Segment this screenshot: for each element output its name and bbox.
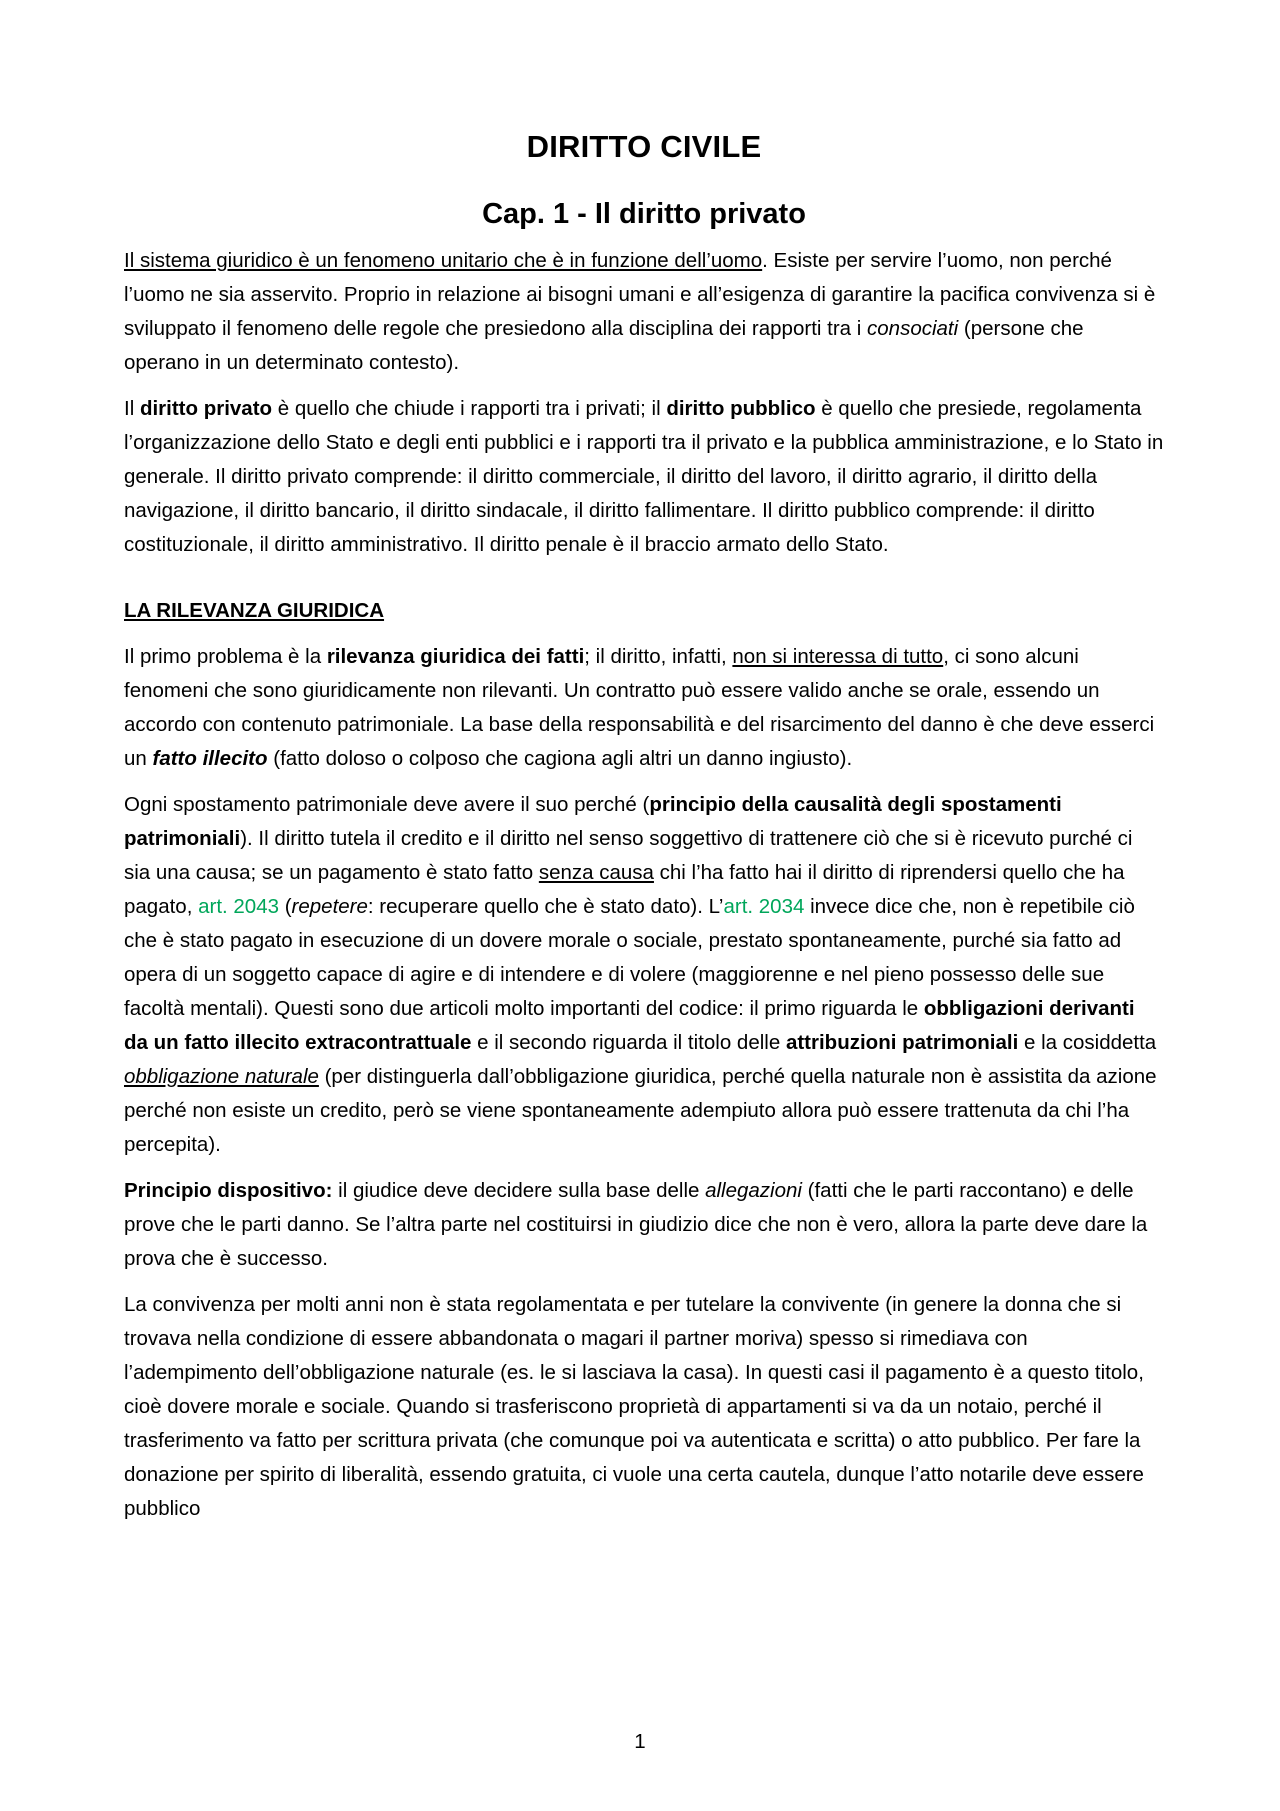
document-title: DIRITTO CIVILE (526, 129, 762, 164)
italic-term: allegazioni (705, 1179, 802, 1202)
bold-term: rilevanza giuridica dei fatti (326, 645, 585, 668)
text-run: il giudice deve decidere sulla base delle (332, 1179, 706, 1202)
paragraph-6 (124, 1288, 1164, 1526)
bold-term: obbligazioni derivanti da un fatto illecito extracontrattuale (124, 997, 1135, 1054)
text-run: è quello che presiede, regolamenta l’organizzazione dello Stato e degli enti pubblici e i rapporti tra il privato e la pubblica amministrazione, e lo Stato in generale. Il diritto privato comprende: il diritto commerciale, il diritto del lavoro, il diritto agrario, il diritto della navigazione, il diritto bancario, il diritto sindacale, il diritto fallimentare. Il diritto pubblico comprende: il diritto costituzionale, il diritto amministrativo. Il diritto penale è il braccio armato dello Stato. (124, 397, 1164, 556)
text-run: (per distinguerla dall’obbligazione giuridica, perché quella naturale non è assistita da azione perché non esiste un credito, però se viene spontaneamente adempiuto allora può essere trattenuta da chi l’ha percepita). (124, 1065, 1157, 1156)
text-run: e il secondo riguarda il titolo delle (471, 1031, 786, 1054)
text-run: è quello che chiude i rapporti tra i privati; il (272, 397, 667, 420)
text-run: ; il diritto, infatti, (584, 645, 733, 668)
text-run: : recuperare quello che è stato dato). L’ (367, 895, 724, 918)
italic-term: repetere (291, 895, 368, 918)
text-run: . Esiste per servire l’uomo, non perché l’uomo ne sia asservito. Proprio in relazione ai bisogni umani e all’esigenza di garantire la pacifica convivenza si è sviluppato il fenomeno delle regole che presiedono alla disciplina dei rapporti tra i (124, 249, 1156, 340)
paragraph-4 (124, 788, 1164, 1162)
text-run: invece dice che, non è repetibile ciò che è stato pagato in esecuzione di un dovere morale o sociale, prestato spontaneamente, purché sia fatto ad opera di un soggetto capace di agire e di intendere e di volere (maggiorenne e nel pieno possesso delle sue facoltà mentali). Questi sono due articoli molto importanti del codice: il primo riguarda le (124, 895, 1135, 1020)
bold-term: principio della causalità degli spostamenti patrimoniali (124, 793, 1062, 850)
article-reference: art. 2043 (198, 895, 280, 918)
chapter-title: Cap. 1 - Il diritto privato (482, 198, 806, 230)
bold-term: diritto pubblico (666, 397, 816, 420)
section-heading: LA RILEVANZA GIURIDICA (124, 599, 385, 622)
text-run: ( (279, 895, 292, 918)
text-run: Il primo problema è la (124, 645, 327, 668)
bold-italic-term: fatto illecito (152, 747, 268, 770)
text-run: chi l’ha fatto hai il diritto di riprendersi quello che ha pagato, (124, 861, 1125, 918)
article-reference: art. 2034 (723, 895, 805, 918)
text-run: ). Il diritto tutela il credito e il diritto nel senso soggettivo di trattenere ciò che si è ricevuto purché ci sia una causa; se un pagamento è stato fatto (124, 827, 1133, 884)
underlined-phrase: Il sistema giuridico è un fenomeno unitario che è in funzione dell’uomo (124, 249, 763, 272)
italic-underlined-term: obbligazione naturale (124, 1065, 319, 1088)
text-run: Ogni spostamento patrimoniale deve avere il suo perché ( (124, 793, 650, 816)
document-page (124, 128, 1164, 1538)
text-run: (persone che operano in un determinato contesto). (124, 317, 1084, 374)
text-run: La convivenza per molti anni non è stata regolamentata e per tutelare la convivente (in genere la donna che si trovava nella condizione di essere abbandonata o magari il partner moriva) spesso si rimediava con l’adempimento dell’obbligazione naturale (es. le si lasciava la casa). In questi casi il pagamento è a questo titolo, cioè dovere morale e sociale. Quando si trasferiscono proprietà di appartamenti si va da un notaio, perché il trasferimento va fatto per scrittura privata (che comunque poi va autenticata e scritta) o atto pubblico. Per fare la donazione per spirito di liberalità, essendo gratuita, ci vuole una certa cautela, dunque l’atto notarile deve essere pubblico (124, 1293, 1144, 1520)
paragraph-1 (124, 244, 1164, 380)
bold-term: Principio dispositivo: (124, 1179, 333, 1202)
underlined-phrase: non si interessa di tutto (732, 645, 944, 668)
paragraph-3 (124, 640, 1164, 776)
bold-term: diritto privato (139, 397, 273, 420)
paragraph-2 (124, 392, 1164, 562)
text-run: (fatto doloso o colposo che cagiona agli altri un danno ingiusto). (267, 747, 853, 770)
text-run: e la cosiddetta (1018, 1031, 1157, 1054)
text-run: (fatti che le parti raccontano) e delle prove che le parti danno. Se l’altra parte nel costituirsi in giudizio dice che non è vero, allora la parte deve dare la prova che è successo. (124, 1179, 1148, 1270)
bold-term: attribuzioni patrimoniali (785, 1031, 1019, 1054)
paragraph-5 (124, 1174, 1164, 1276)
text-run: Il (124, 397, 140, 420)
page-number: 1 (634, 1730, 646, 1753)
underlined-phrase: senza causa (538, 861, 654, 884)
italic-term: consociati (867, 317, 959, 340)
text-run: , ci sono alcuni fenomeni che sono giuridicamente non rilevanti. Un contratto può essere valido anche se orale, essendo un accordo con contenuto patrimoniale. La base della responsabilità e del risarcimento del danno è che deve esserci un (124, 645, 1155, 770)
